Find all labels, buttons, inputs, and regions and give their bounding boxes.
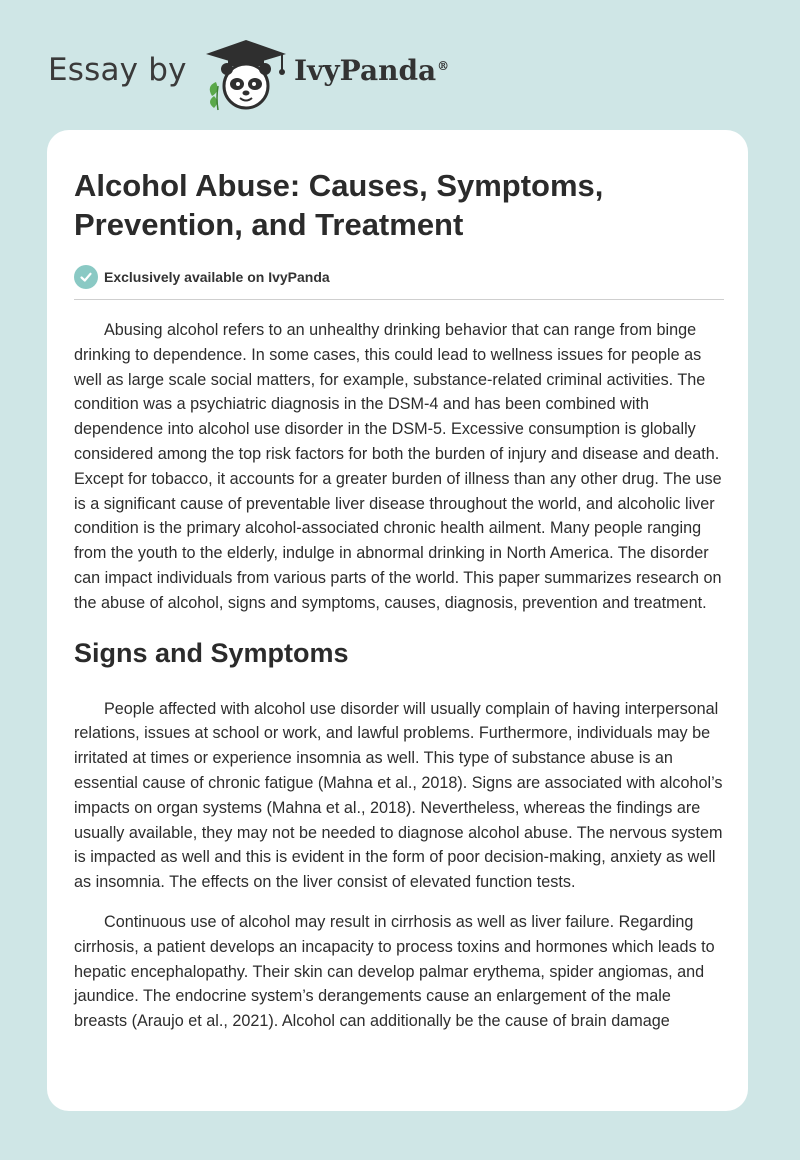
section-paragraph: Continuous use of alcohol may result in cirrhosis as well as liver failure. Regarding cirrhosis, a patient develops an incapacity to process toxins and hormones which leads to hepatic encephalopathy. Their skin can develop palmar erythema, spider angiomas, and jaundice. The endocrine system’s derangements cause an enlargement of the male breasts (Araujo et al., 2021). Alcohol can additionally be the cause of brain damage — [74, 912, 715, 1031]
panda-graduate-icon[interactable] — [202, 36, 290, 112]
essay-content — [74, 166, 724, 1034]
section-heading: Signs and Symptoms — [74, 637, 349, 668]
brand-name[interactable]: IvyPanda® — [294, 54, 450, 87]
page-title: Alcohol Abuse: Causes, Symptoms, Prevention, and Treatment — [74, 168, 604, 242]
registered-mark: ® — [437, 58, 450, 73]
section-paragraph: People affected with alcohol use disorder will usually complain of having interpersonal relations, issues at school or work, and lawful problems. Furthermore, individuals may be irritated at times or experience insomnia as well. This type of substance abuse is an essential cause of chronic fatigue (Mahna et al., 2018). Signs are associated with alcohol’s impacts on organ systems (Mahna et al., 2018). Nevertheless, whereas the findings are usually available, they may not be needed to diagnose alcohol abuse. The nervous system is impacted as well and this is evident in the form of poor decision-making, anxiety as well as insomnia. The effects on the liver consist of elevated function tests. — [74, 699, 723, 892]
exclusive-label: Exclusively available on IvyPanda — [104, 269, 330, 285]
site-header — [48, 30, 748, 110]
check-circle-icon — [74, 265, 98, 289]
exclusive-badge — [74, 264, 724, 290]
intro-paragraph: Abusing alcohol refers to an unhealthy drinking behavior that can range from binge drinking to dependence. In some cases, this could lead to wellness issues for people as well as large scale social matters, for example, substance-related criminal activities. The condition was a psychiatric diagnosis in the DSM-4 and has been combined with dependence into alcohol use disorder in the DSM-5. Excessive consumption is globally considered among the top risk factors for both the burden of injury and disease and death. Except for tobacco, it accounts for a greater burden of illness than any other drug. The use is a significant cause of preventable liver disease throughout the world, and alcoholic liver condition is the primary alcohol-associated chronic health ailment. Many people ranging from the youth to the elderly, indulge in abnormal drinking in North America. The disorder can impact individuals from various parts of the world. This paper summarizes research on the abuse of alcohol, signs and symptoms, causes, diagnosis, prevention and treatment. — [74, 321, 722, 612]
divider — [74, 299, 724, 300]
essay-card — [47, 130, 748, 1111]
essay-by-label: Essay by — [48, 52, 187, 88]
